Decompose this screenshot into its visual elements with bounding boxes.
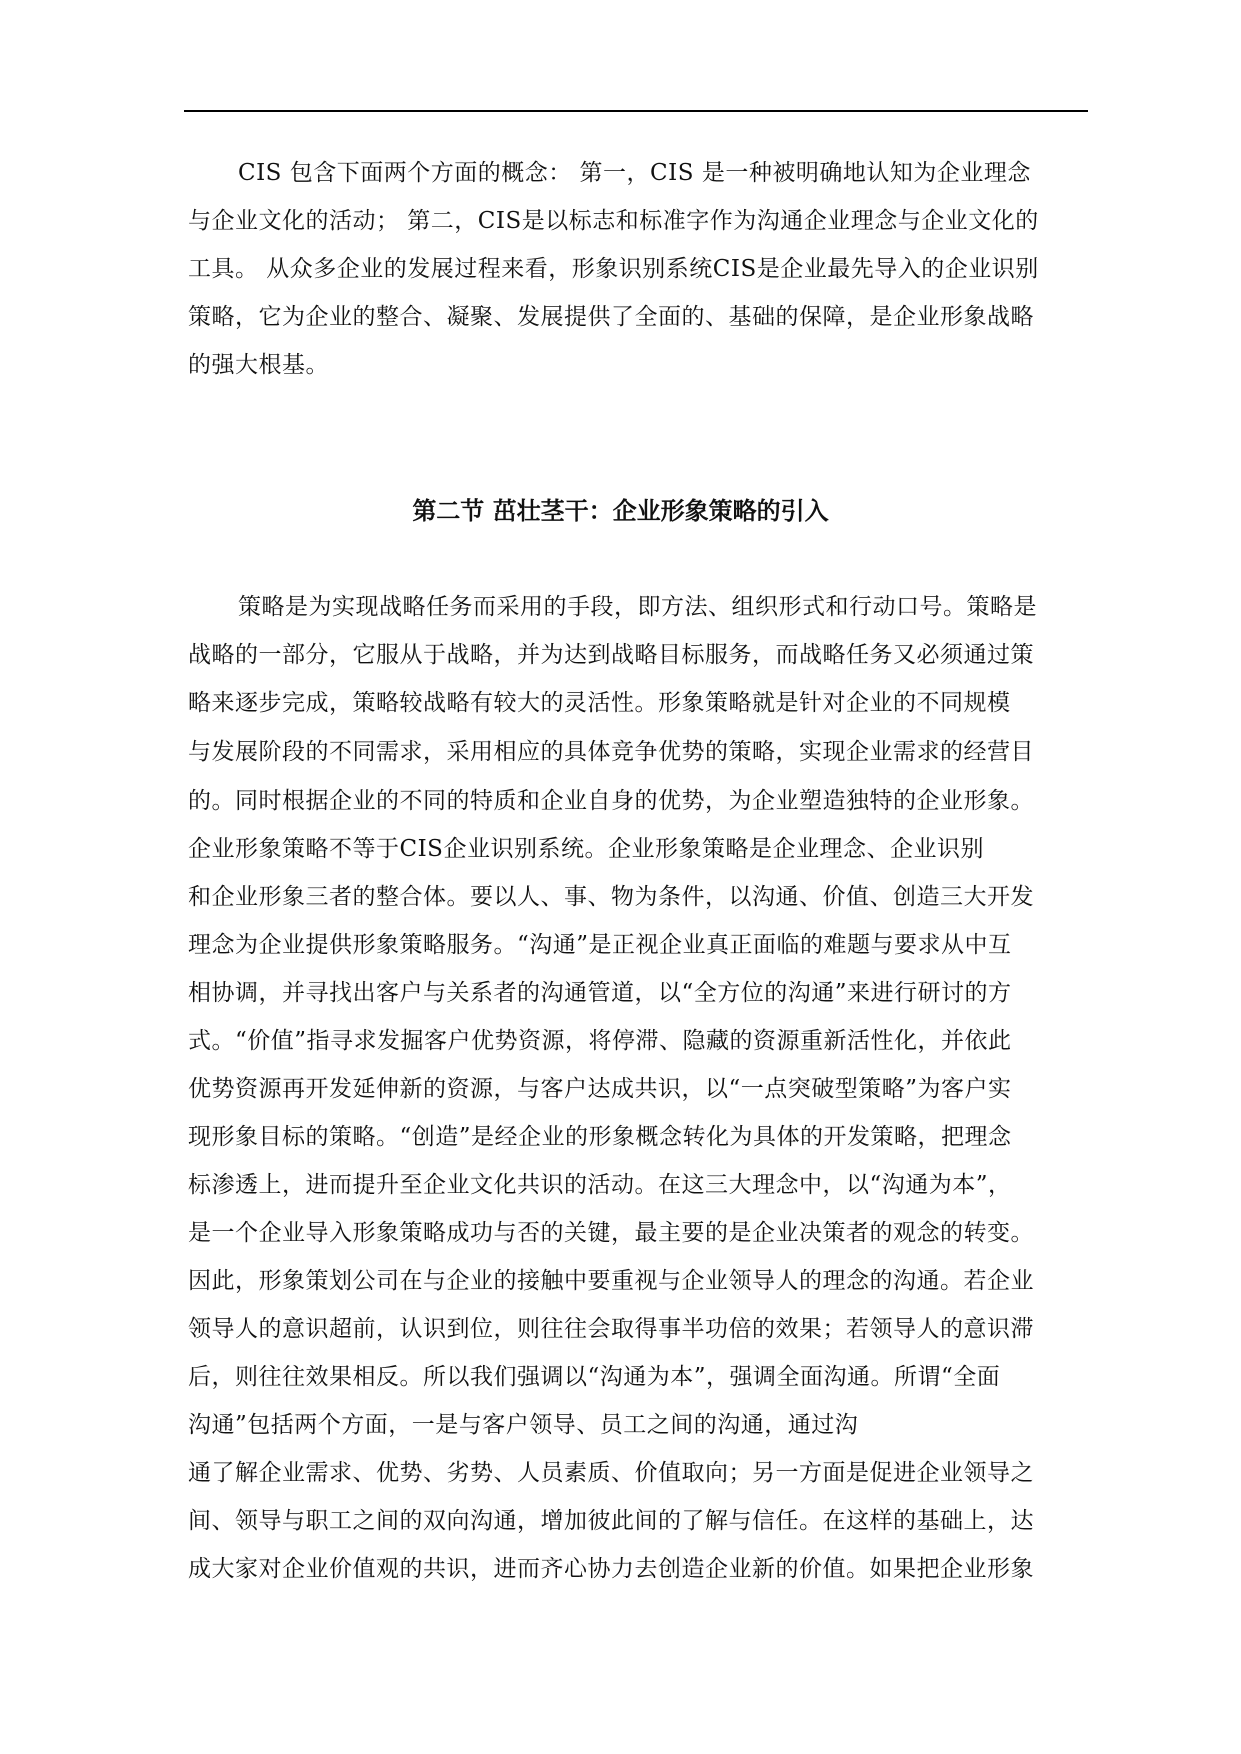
paragraph-2-line-9: 相协调，并寻找出客户与关系者的沟通管道，以“全方位的沟通”来进行研讨的方: [188, 980, 1012, 1006]
paragraph-2-line-8: 理念为企业提供形象策略服务。“沟通”是正视企业真正面临的难题与要求从中互: [188, 932, 1012, 958]
paragraph-2-line-4: 与发展阶段的不同需求，采用相应的具体竞争优势的策略，实现企业需求的经营目: [188, 739, 1034, 765]
paragraph-2-line-5: 的。同时根据企业的不同的特质和企业自身的优势，为企业塑造独特的企业形象。: [188, 788, 1034, 814]
paragraph-2-line-13: 标渗透上，进而提升至企业文化共识的活动。在这三大理念中，以“沟通为本”，: [188, 1172, 1012, 1198]
paragraph-2-line-1: 策略是为实现战略任务而采用的手段，即方法、组织形式和行动口号。策略是: [238, 594, 1037, 620]
paragraph-2-line-7: 和企业形象三者的整合体。要以人、事、物为条件，以沟通、价值、创造三大开发: [188, 884, 1034, 910]
paragraph-2-line-2: 战略的一部分，它服从于战略，并为达到战略目标服务，而战略任务又必须通过策: [188, 642, 1034, 668]
header-rule: [184, 110, 1088, 112]
paragraph-1-line-3: 工具。 从众多企业的发展过程来看，形象识别系统CIS是企业最先导入的企业识别: [188, 256, 1039, 282]
paragraph-1-line-1: CIS 包含下面两个方面的概念： 第一，CIS 是一种被明确地认知为企业理念: [238, 160, 1031, 186]
paragraph-1-line-2: 与企业文化的活动； 第二，CIS是以标志和标准字作为沟通企业理念与企业文化的: [188, 208, 1039, 234]
section-heading: 第二节 茁壮茎干：企业形象策略的引入: [412, 497, 829, 525]
paragraph-2-line-15: 因此，形象策划公司在与企业的接触中要重视与企业领导人的理念的沟通。若企业: [188, 1268, 1034, 1294]
paragraph-2-line-16: 领导人的意识超前，认识到位，则往往会取得事半功倍的效果；若领导人的意识滞: [188, 1316, 1034, 1342]
paragraph-2-line-14: 是一个企业导入形象策略成功与否的关键，最主要的是企业决策者的观念的转变。: [188, 1220, 1034, 1246]
paragraph-2-line-18: 沟通”包括两个方面，一是与客户领导、员工之间的沟通，通过沟: [188, 1412, 859, 1438]
paragraph-1-line-5: 的强大根基。: [188, 352, 329, 378]
paragraph-2-line-6: 企业形象策略不等于CIS企业识别系统。企业形象策略是企业理念、企业识别: [188, 836, 984, 862]
paragraph-2-line-21: 成大家对企业价值观的共识，进而齐心协力去创造企业新的价值。如果把企业形象: [188, 1556, 1034, 1582]
paragraph-2-line-20: 间、领导与职工之间的双向沟通，增加彼此间的了解与信任。在这样的基础上，达: [188, 1508, 1034, 1534]
paragraph-2-line-11: 优势资源再开发延伸新的资源，与客户达成共识，以“一点突破型策略”为客户实: [188, 1076, 1012, 1102]
paragraph-2-line-17: 后，则往往效果相反。所以我们强调以“沟通为本”，强调全面沟通。所谓“全面: [188, 1364, 1001, 1390]
paragraph-2-line-12: 现形象目标的策略。“创造”是经企业的形象概念转化为具体的开发策略，把理念: [188, 1124, 1012, 1150]
paragraph-2-line-10: 式。“价值”指寻求发掘客户优势资源，将停滞、隐藏的资源重新活性化，并依此: [188, 1028, 1012, 1054]
paragraph-2-line-3: 略来逐步完成，策略较战略有较大的灵活性。形象策略就是针对企业的不同规模: [188, 690, 1011, 716]
paragraph-1-line-4: 策略，它为企业的整合、凝聚、发展提供了全面的、基础的保障，是企业形象战略: [188, 304, 1034, 330]
paragraph-2-line-19: 通了解企业需求、优势、劣势、人员素质、价值取向；另一方面是促进企业领导之: [188, 1460, 1034, 1486]
